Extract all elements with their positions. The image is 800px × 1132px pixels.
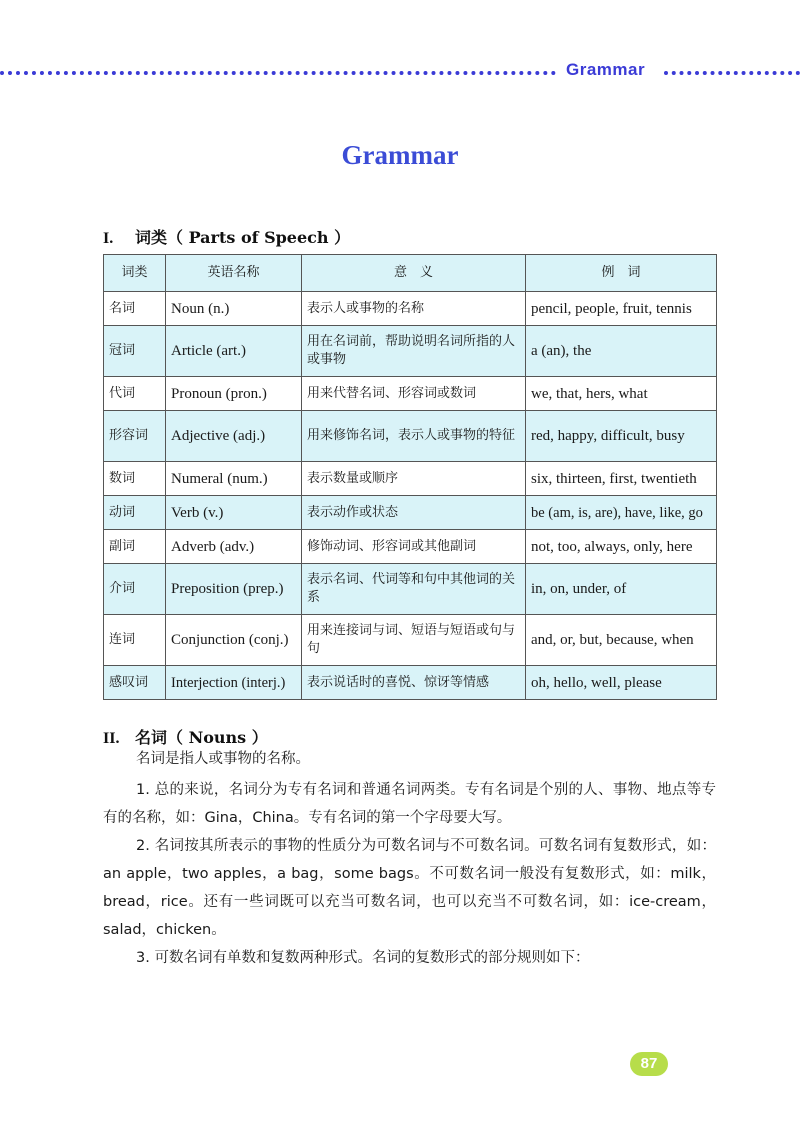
cell-examples: in, on, under, of — [526, 564, 717, 615]
cell-meaning: 用来连接词与词、短语与短语或句与句 — [302, 615, 526, 666]
running-head-title: Grammar — [566, 60, 646, 79]
cell-meaning: 用来代替名词、形容词或数词 — [302, 377, 526, 411]
cell-cn: 代词 — [104, 377, 166, 411]
paragraph-2: 2. 名词按其所表示的事物的性质分为可数名词与不可数名词。可数名词有复数形式，如：an apple，two apples，a bag，some bags。不可数名词一般没有复数形式，如：milk，bread，rice。还有一些词既可以充当可数名词，也可以充当不可数名词，如：ice-cream，salad，chicken。 — [103, 838, 716, 938]
table-row — [104, 530, 717, 564]
table-row — [104, 462, 717, 496]
cell-en: Noun (n.) — [166, 292, 302, 326]
cell-cn: 数词 — [104, 462, 166, 496]
cell-cn: 感叹词 — [104, 666, 166, 700]
section-number: I. — [103, 230, 114, 247]
paragraph-3: 3. 可数名词有单数和复数两种形式。名词的复数形式的部分规则如下： — [136, 950, 590, 966]
table-row — [104, 326, 717, 377]
section-title: 词类（ Parts of Speech ） — [135, 228, 351, 247]
cell-cn: 介词 — [104, 564, 166, 615]
table-row — [104, 666, 717, 700]
table-row — [104, 496, 717, 530]
cell-en: Conjunction (conj.) — [166, 615, 302, 666]
cell-examples: we, that, hers, what — [526, 377, 717, 411]
section-heading-parts-of-speech — [103, 225, 350, 248]
cell-en: Verb (v.) — [166, 496, 302, 530]
column-header: 意 义 — [302, 255, 526, 292]
header-dotted-rule — [0, 71, 556, 75]
cell-cn: 名词 — [104, 292, 166, 326]
cell-meaning: 表示动作或状态 — [302, 496, 526, 530]
cell-en: Adjective (adj.) — [166, 411, 302, 462]
section-number: II. — [103, 730, 120, 747]
page-title: Grammar — [341, 140, 459, 170]
cell-en: Interjection (interj.) — [166, 666, 302, 700]
paragraph-1: 1. 总的来说，名词分为专有名词和普通名词两类。专有名词是个别的人、事物、地点等专有的名称，如：Gina，China。专有名词的第一个字母要大写。 — [103, 782, 716, 826]
cell-examples: not, too, always, only, here — [526, 530, 717, 564]
cell-en: Adverb (adv.) — [166, 530, 302, 564]
cell-en: Numeral (num.) — [166, 462, 302, 496]
table-row — [104, 377, 717, 411]
column-header: 英语名称 — [166, 255, 302, 292]
cell-meaning: 表示人或事物的名称 — [302, 292, 526, 326]
header-dotted-rule-right — [664, 71, 800, 75]
cell-cn: 动词 — [104, 496, 166, 530]
column-header: 例 词 — [526, 255, 717, 292]
table-row — [104, 615, 717, 666]
parts-of-speech-table — [103, 254, 717, 700]
cell-examples: six, thirteen, first, twentieth — [526, 462, 717, 496]
cell-cn: 副词 — [104, 530, 166, 564]
cell-examples: a (an), the — [526, 326, 717, 377]
cell-examples: and, or, but, because, when — [526, 615, 717, 666]
cell-en: Pronoun (pron.) — [166, 377, 302, 411]
cell-examples: be (am, is, are), have, like, go — [526, 496, 717, 530]
section-title: 名词（ Nouns ） — [135, 728, 268, 747]
cell-cn: 形容词 — [104, 411, 166, 462]
cell-en: Article (art.) — [166, 326, 302, 377]
cell-meaning: 用在名词前，帮助说明名词所指的人或事物 — [302, 326, 526, 377]
cell-meaning: 修饰动词、形容词或其他副词 — [302, 530, 526, 564]
running-header — [0, 60, 800, 84]
cell-cn: 冠词 — [104, 326, 166, 377]
cell-meaning: 用来修饰名词，表示人或事物的特征 — [302, 411, 526, 462]
cell-meaning: 表示名词、代词等和句中其他词的关系 — [302, 564, 526, 615]
cell-en: Preposition (prep.) — [166, 564, 302, 615]
cell-examples: pencil, people, fruit, tennis — [526, 292, 717, 326]
cell-meaning: 表示数量或顺序 — [302, 462, 526, 496]
table-row — [104, 564, 717, 615]
table-row — [104, 411, 717, 462]
column-header: 词类 — [104, 255, 166, 292]
table-header-row — [104, 255, 717, 292]
table-row — [104, 292, 717, 326]
paragraph-intro: 名词是指人或事物的名称。 — [136, 751, 310, 767]
page-number-badge: 87 — [630, 1052, 668, 1076]
cell-cn: 连词 — [104, 615, 166, 666]
cell-examples: red, happy, difficult, busy — [526, 411, 717, 462]
cell-examples: oh, hello, well, please — [526, 666, 717, 700]
cell-meaning: 表示说话时的喜悦、惊讶等情感 — [302, 666, 526, 700]
